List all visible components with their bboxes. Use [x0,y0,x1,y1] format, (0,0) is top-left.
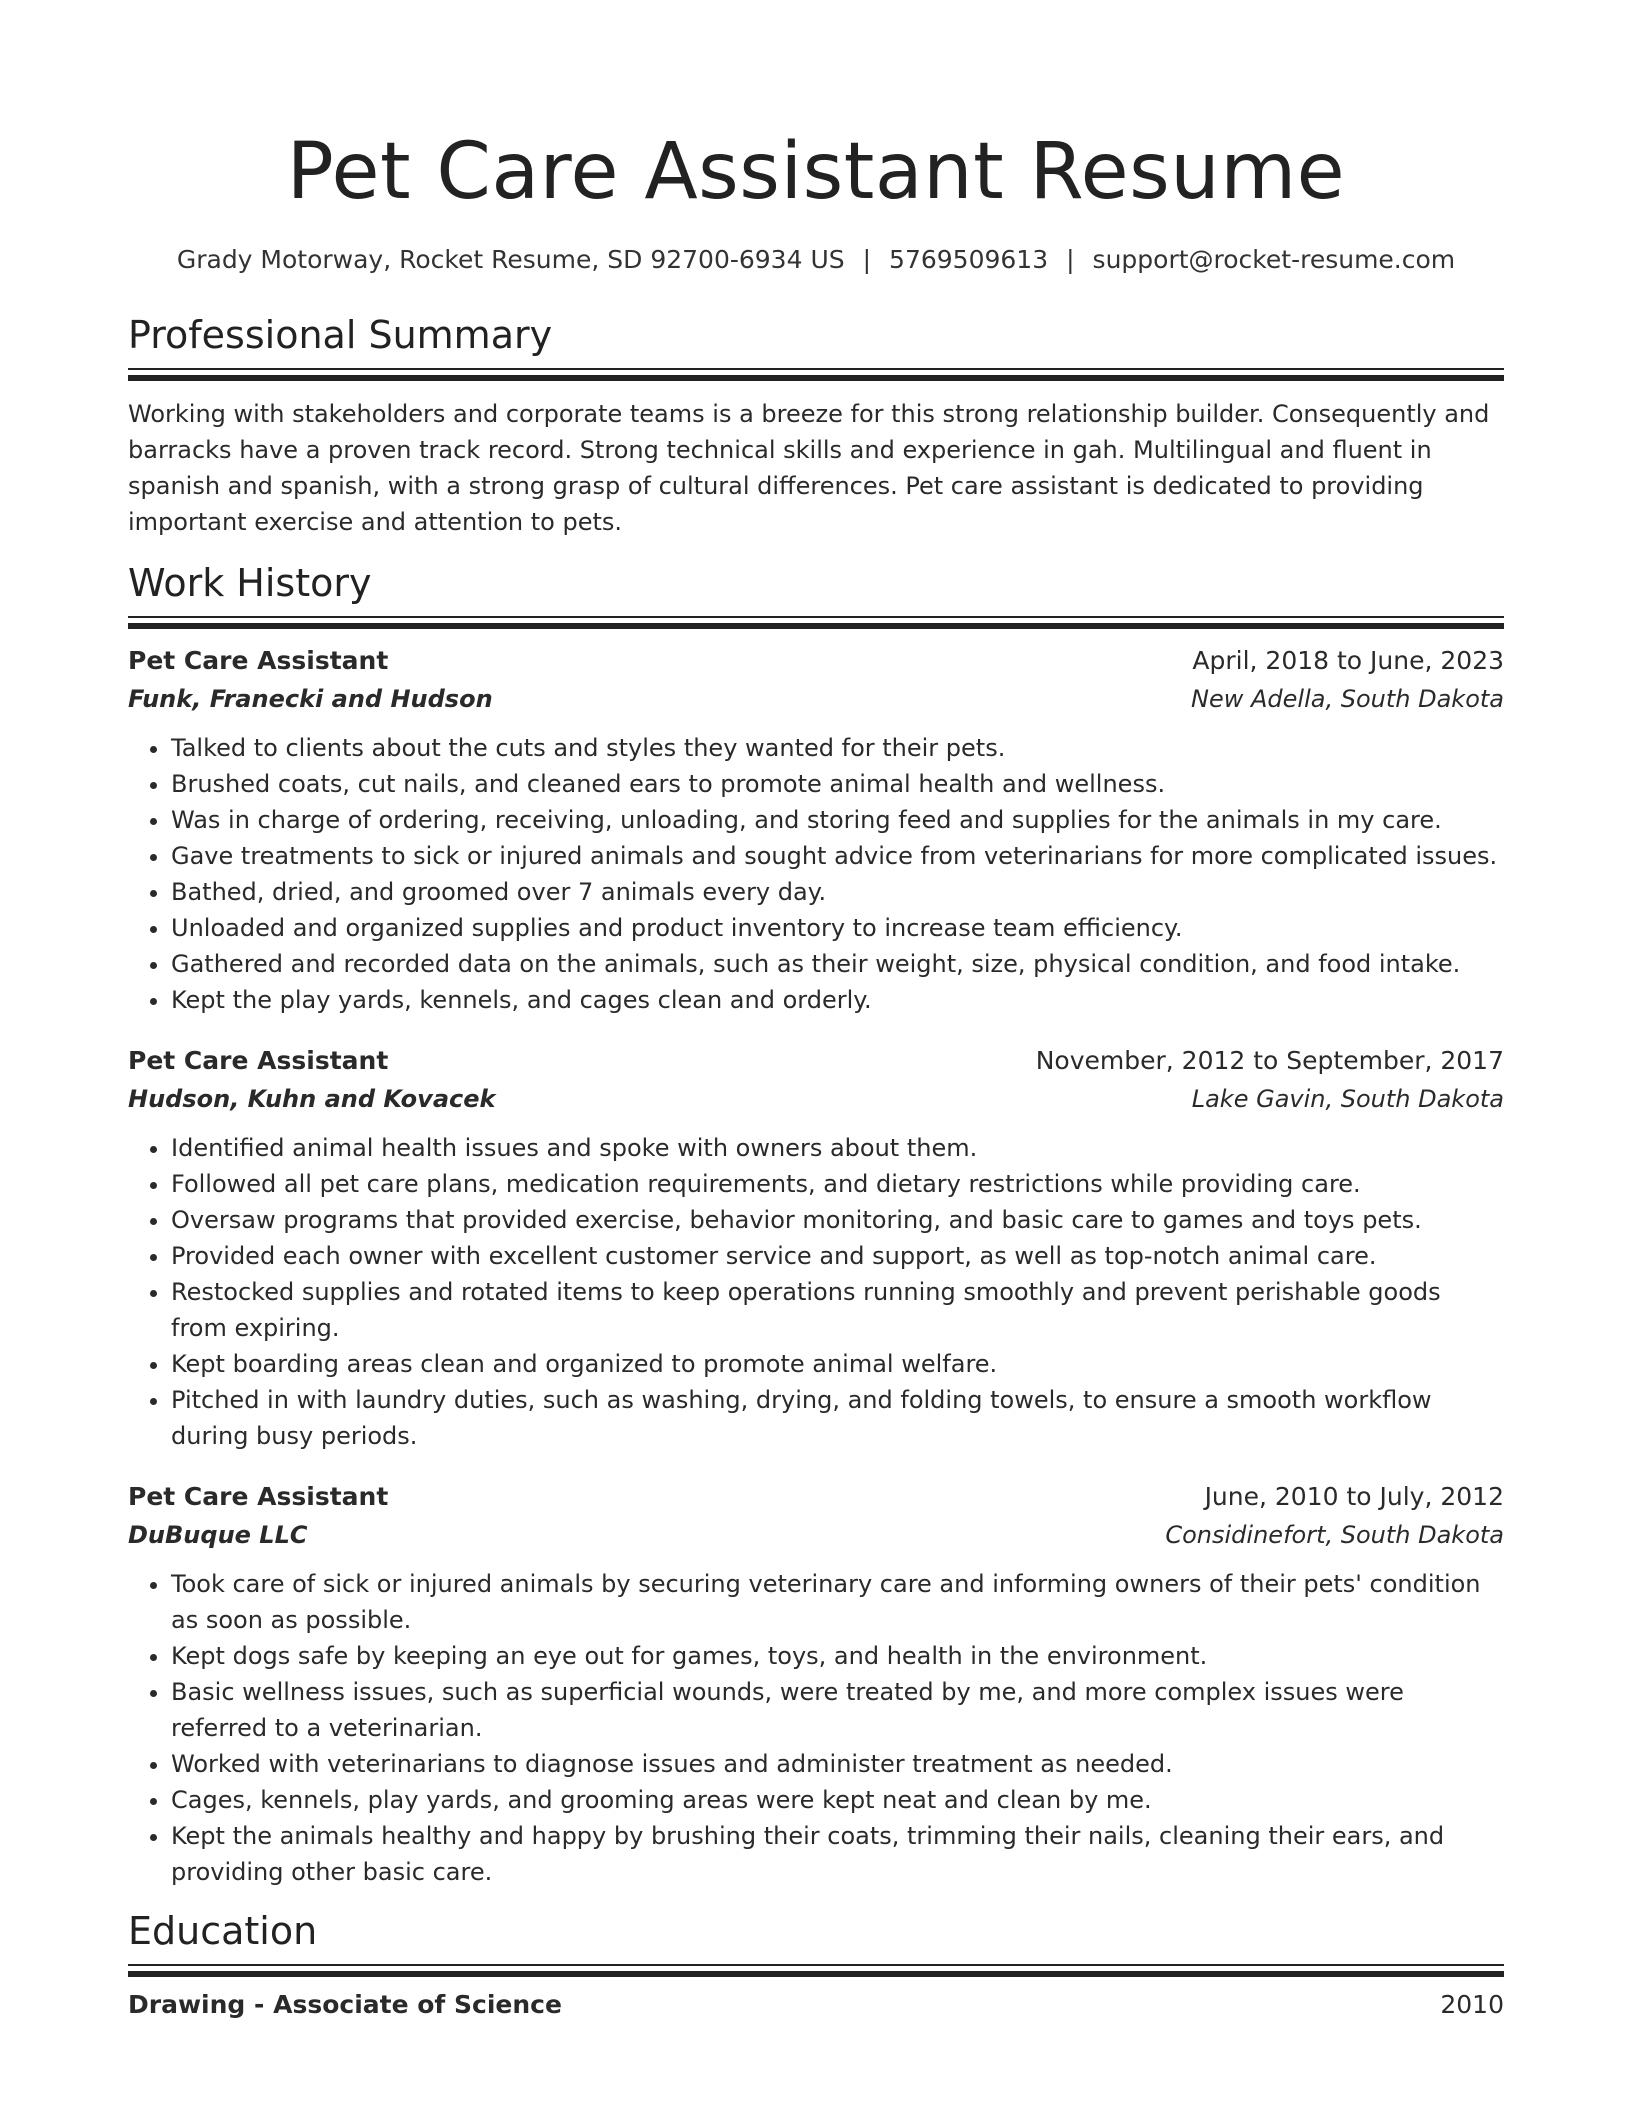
job-company-row [128,1080,1504,1118]
job-bullet: • Was in charge of ordering, receiving, unloading, and storing feed and supplies for the animals in my care. [171,802,1504,838]
job-bullet: • Followed all pet care plans, medication requirements, and dietary restrictions while providing care. [171,1166,1504,1202]
job-bullet: • Gathered and recorded data on the animals, such as their weight, size, physical condition, and food intake. [171,946,1504,982]
job-bullet: • Basic wellness issues, such as superficial wounds, were treated by me, and more complex issues were referred to a veterinarian. [171,1674,1504,1746]
contact-address: Grady Motorway, Rocket Resume, SD 92700-6934 US [176,245,845,274]
job-bullet: • Identified animal health issues and spoke with owners about them. [171,1130,1504,1166]
education-year: 2010 [1440,1990,1504,2019]
job-header-row [128,1478,1504,1516]
section-heading-summary: Professional Summary [128,313,553,357]
job-bullet: • Talked to clients about the cuts and styles they wanted for their pets. [171,730,1504,766]
job-title: Pet Care Assistant [128,1046,389,1075]
job-bullet: • Kept dogs safe by keeping an eye out for games, toys, and health in the environment. [171,1638,1504,1674]
summary-section [128,312,1504,540]
job-bullet: • Gave treatments to sick or injured animals and sought advice from veterinarians for more complicated issues. [171,838,1504,874]
summary-text: Working with stakeholders and corporate teams is a breeze for this strong relationship builder. Consequently and barracks have a proven track record. Strong technical skills and experience in gah. Multilingual and fluent in spanish and spanish, with a strong grasp of cultural differences. Pet care assistant is dedicated to providing important exercise and attention to pets. [128,400,1490,536]
job-bullet: • Kept boarding areas clean and organized to promote animal welfare. [171,1346,1504,1382]
resume-title: Pet Care Assistant Resume [286,127,1346,217]
job-bullet: • Worked with veterinarians to diagnose issues and administer treatment as needed. [171,1746,1504,1782]
education-degree: Drawing - Associate of Science [128,1990,562,2019]
contact-phone: 5769509613 [889,245,1049,274]
section-divider [128,368,1504,382]
section-divider [128,616,1504,630]
contact-line [128,244,1504,276]
job-bullet: • Kept the animals healthy and happy by brushing their coats, trimming their nails, cleaning their ears, and providing other basic care. [171,1818,1504,1890]
job-entry [128,1042,1504,1454]
job-bullet: • Took care of sick or injured animals by securing veterinary care and informing owners of their pets' condition as soon as possible. [171,1566,1504,1638]
job-bullet: • Oversaw programs that provided exercise, behavior monitoring, and basic care to games and toys pets. [171,1202,1504,1238]
job-bullet: • Bathed, dried, and groomed over 7 animals every day. [171,874,1504,910]
job-bullet: • Pitched in with laundry duties, such as washing, drying, and folding towels, to ensure a smooth workflow during busy periods. [171,1382,1504,1454]
job-company-row [128,1516,1504,1554]
contact-separator: | [862,245,872,274]
job-location: Considinefort, South Dakota [1165,1521,1504,1549]
job-company: Hudson, Kuhn and Kovacek [128,1085,496,1113]
job-bullet: • Restocked supplies and rotated items to keep operations running smoothly and prevent perishable goods from expiring. [171,1274,1504,1346]
section-divider [128,1964,1504,1978]
work-history-section [128,560,1504,1890]
job-company-row [128,680,1504,718]
job-dates: June, 2010 to July, 2012 [1204,1482,1504,1511]
job-company: DuBuque LLC [128,1521,308,1549]
job-bullet: • Cages, kennels, play yards, and grooming areas were kept neat and clean by me. [171,1782,1504,1818]
education-section [128,1908,1504,2024]
job-bullet: • Kept the play yards, kennels, and cages clean and orderly. [171,982,1504,1018]
job-bullet-list [128,1130,1504,1454]
job-entry [128,1478,1504,1890]
job-header-row [128,1042,1504,1080]
job-company: Funk, Franecki and Hudson [128,685,493,713]
job-bullet: • Provided each owner with excellent customer service and support, as well as top-notch animal care. [171,1238,1504,1274]
job-bullet-list [128,1566,1504,1890]
job-bullet: • Unloaded and organized supplies and product inventory to increase team efficiency. [171,910,1504,946]
job-bullet-list [128,730,1504,1018]
job-header-row [128,642,1504,680]
job-dates: November, 2012 to September, 2017 [1035,1046,1504,1075]
job-location: New Adella, South Dakota [1191,685,1504,713]
job-entry [128,642,1504,1018]
job-bullet: • Brushed coats, cut nails, and cleaned ears to promote animal health and wellness. [171,766,1504,802]
contact-email: support@rocket-resume.com [1092,245,1456,274]
job-location: Lake Gavin, South Dakota [1191,1085,1504,1113]
job-dates: April, 2018 to June, 2023 [1192,646,1504,675]
job-title: Pet Care Assistant [128,646,389,675]
education-entry [128,1986,1504,2024]
job-title: Pet Care Assistant [128,1482,389,1511]
contact-separator: | [1066,245,1075,274]
section-heading-education: Education [128,1909,318,1953]
section-heading-work-history: Work History [128,561,372,605]
